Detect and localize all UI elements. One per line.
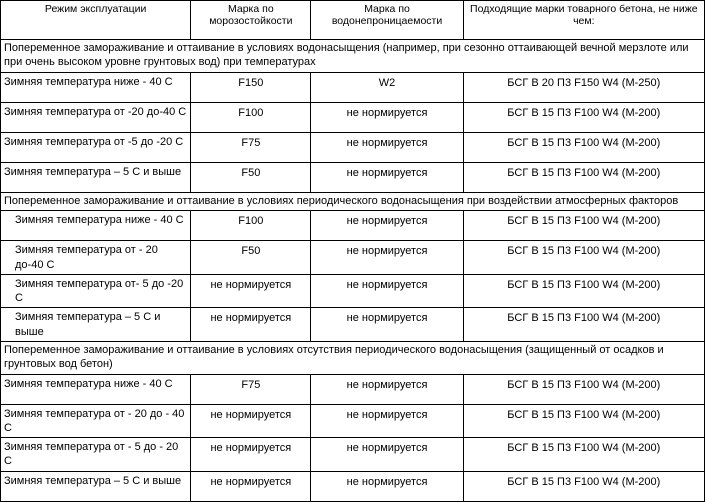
row-water: не нормируется: [311, 211, 463, 241]
section-header-row: [1, 342, 705, 375]
row-grade: БСГ В 15 П3 F100 W4 (М-200): [463, 404, 704, 438]
row-water: не нормируется: [311, 162, 463, 192]
table-row: [1, 241, 705, 275]
table-row: [1, 374, 705, 404]
row-frost: F50: [191, 241, 311, 275]
table-row: [1, 274, 705, 308]
section-header-row: [1, 192, 705, 211]
row-water: не нормируется: [311, 404, 463, 438]
table-row: [1, 72, 705, 102]
row-mode: Зимняя температура от -20 до-40 С: [1, 102, 191, 132]
row-grade: БСГ В 15 П3 F100 W4 (М-200): [463, 211, 704, 241]
row-grade: БСГ В 15 П3 F100 W4 (М-200): [463, 162, 704, 192]
row-frost: F150: [191, 72, 311, 102]
row-frost: F75: [191, 374, 311, 404]
section-title: Попеременное замораживание и оттаивание в условиях водонасыщения (например, при сезонно оттаивающей вечной мерзлоте или при очень высоком уровне грунтовых вод) при температурах: [1, 40, 705, 73]
section-header-row: [1, 40, 705, 73]
row-grade: БСГ В 15 П3 F100 W4 (М-200): [463, 241, 704, 275]
section-title: Попеременное замораживание и оттаивание в условиях отсутствия периодического водонасыщения (защищенный от осадков и грунтовых вод бетон): [1, 342, 705, 375]
row-mode: Зимняя температура ниже - 40 С: [1, 72, 191, 102]
row-frost: F75: [191, 132, 311, 162]
row-mode: Зимняя температура – 5 С и выше: [1, 308, 191, 342]
row-water: не нормируется: [311, 471, 463, 501]
table-row: [1, 162, 705, 192]
row-grade: БСГ В 15 П3 F100 W4 (М-200): [463, 274, 704, 308]
table-row: [1, 132, 705, 162]
section-title: Попеременное замораживание и оттаивание в условиях периодического водонасыщения при воздействии атмосферных факторов: [1, 192, 705, 211]
row-grade: БСГ В 15 П3 F100 W4 (М-200): [463, 102, 704, 132]
table-row: [1, 404, 705, 438]
row-water: не нормируется: [311, 241, 463, 275]
row-water: не нормируется: [311, 132, 463, 162]
row-mode: Зимняя температура ниже - 40 С: [1, 211, 191, 241]
row-mode: Зимняя температура от- 5 до -20 С: [1, 274, 191, 308]
table-row: [1, 308, 705, 342]
row-water: не нормируется: [311, 274, 463, 308]
row-water: не нормируется: [311, 308, 463, 342]
row-frost: F50: [191, 162, 311, 192]
row-mode: Зимняя температура – 5 С и выше: [1, 471, 191, 501]
row-frost: не нормируется: [191, 471, 311, 501]
table-header: [1, 1, 705, 40]
row-water: W2: [311, 72, 463, 102]
row-mode: Зимняя температура ниже - 40 С: [1, 374, 191, 404]
column-header-water: Марка по водонепроницаемости: [311, 1, 463, 40]
row-frost: не нормируется: [191, 438, 311, 472]
row-grade: БСГ В 15 П3 F100 W4 (М-200): [463, 132, 704, 162]
row-grade: БСГ В 15 П3 F100 W4 (М-200): [463, 374, 704, 404]
column-header-mode: Режим эксплуатации: [1, 1, 191, 40]
row-water: не нормируется: [311, 102, 463, 132]
row-frost: не нормируется: [191, 404, 311, 438]
row-grade: БСГ В 15 П3 F100 W4 (М-200): [463, 438, 704, 472]
table-body: [1, 40, 705, 502]
row-water: не нормируется: [311, 374, 463, 404]
table-header-row: [1, 1, 705, 40]
row-grade: БСГ В 15 П3 F100 W4 (М-200): [463, 471, 704, 501]
row-mode: Зимняя температура – 5 С и выше: [1, 162, 191, 192]
table-row: [1, 102, 705, 132]
row-mode: Зимняя температура от - 20 до - 40 С: [1, 404, 191, 438]
column-header-frost: Марка по морозостойкости: [191, 1, 311, 40]
row-frost: F100: [191, 211, 311, 241]
row-mode: Зимняя температура от - 20 до-40 С: [1, 241, 191, 275]
table-row: [1, 438, 705, 472]
row-frost: не нормируется: [191, 308, 311, 342]
column-header-grade: Подходящие марки товарного бетона, не ниже чем:: [463, 1, 704, 40]
table-row: [1, 471, 705, 501]
row-grade: БСГ В 20 П3 F150 W4 (М-250): [463, 72, 704, 102]
row-frost: не нормируется: [191, 274, 311, 308]
row-water: не нормируется: [311, 438, 463, 472]
row-frost: F100: [191, 102, 311, 132]
row-mode: Зимняя температура от -5 до -20 С: [1, 132, 191, 162]
row-grade: БСГ В 15 П3 F100 W4 (М-200): [463, 308, 704, 342]
row-mode: Зимняя температура от - 5 до - 20 С: [1, 438, 191, 472]
table-row: [1, 211, 705, 241]
